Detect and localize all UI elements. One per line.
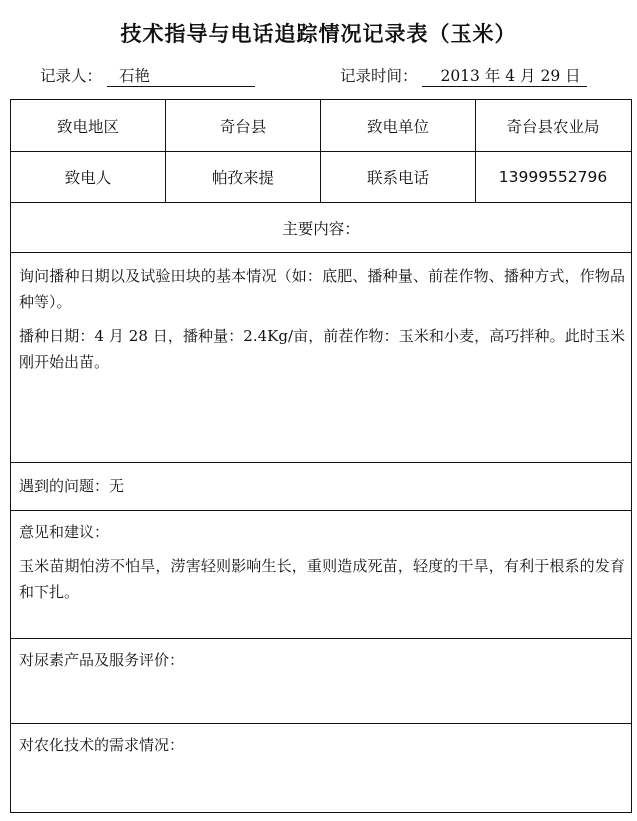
unit-value: 奇台县农业局 <box>475 100 630 151</box>
main-content-paragraph-1: 询问播种日期以及试验田块的基本情况（如：底肥、播种量、前茬作物、播种方式，作物品种等）。 <box>19 267 625 311</box>
table-row-problems <box>11 462 631 510</box>
region-label: 致电地区 <box>56 117 119 136</box>
record-time-label: 记录时间： <box>340 67 418 85</box>
caller-label: 致电人 <box>64 169 112 187</box>
table-row-tech-needs <box>11 723 631 812</box>
phone-label: 联系电话 <box>320 152 475 202</box>
table-row-caller <box>11 151 631 202</box>
suggestions-label: 意见和建议： <box>19 523 110 541</box>
suggestions-block <box>19 519 625 613</box>
main-content-paragraph-2: 播种日期：4 月 28 日，播种量：2.4Kg/亩，前茬作物：玉米和小麦，高巧拌种。此时玉米刚开始出苗。 <box>19 327 625 371</box>
recorder-label: 记录人： <box>40 67 103 85</box>
phone-value: 13999552796 <box>475 152 630 202</box>
table-row-main-content <box>11 252 631 462</box>
record-table <box>10 99 632 813</box>
main-content-header: 主要内容： <box>282 219 360 238</box>
tech-needs-label: 对农化技术的需求情况： <box>19 736 185 754</box>
evaluation-label: 对尿素产品及服务评价： <box>19 651 185 669</box>
table-row-suggestions <box>11 510 631 638</box>
table-row-evaluation <box>11 638 631 723</box>
region-value: 奇台县 <box>165 100 320 151</box>
document-title: 技术指导与电话追踪情况记录表（玉米） <box>120 22 517 46</box>
recorder-field <box>40 64 255 87</box>
record-time-value: 2013 年 4 月 29 日 <box>422 66 587 87</box>
record-time-field <box>340 64 587 87</box>
recorder-value: 石艳 <box>107 66 255 87</box>
caller-value: 帕孜来提 <box>165 152 320 202</box>
problems-text: 遇到的问题：无 <box>19 477 125 495</box>
table-row-region <box>11 100 631 151</box>
table-row-main-header <box>11 202 631 252</box>
main-content-body <box>19 263 625 383</box>
unit-label: 致电单位 <box>320 100 475 151</box>
suggestions-text: 玉米苗期怕涝不怕旱，涝害轻则影响生长，重则造成死苗，轻度的干旱，有利于根系的发育和下扎。 <box>19 557 625 601</box>
